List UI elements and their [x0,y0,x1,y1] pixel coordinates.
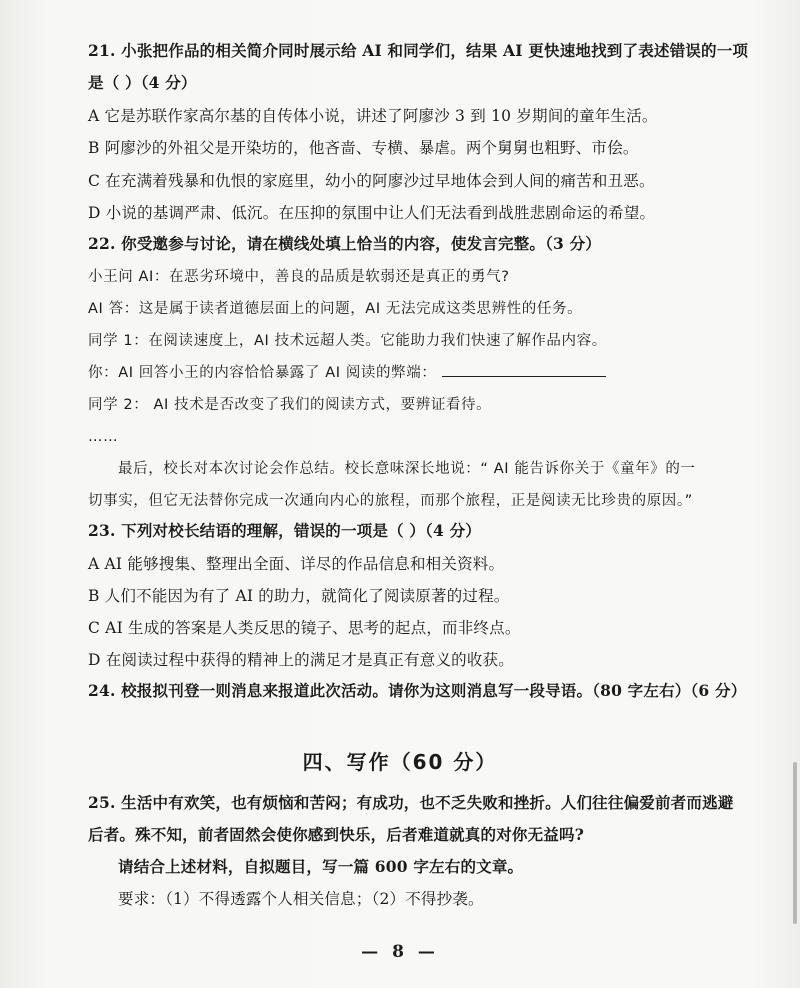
question-23-option-a: A AI 能够搜集、整理出全面、详尽的作品信息和相关资料。 [88,555,505,573]
dialogue-line-2: AI 答：这是属于读者道德层面上的问题，AI 无法完成这类思辨性的任务。 [88,301,583,317]
section-title-writing: 四、写作（60 分） [302,750,498,774]
question-23-option-b: B 人们不能因为有了 AI 的助力，就简化了阅读原著的过程。 [88,587,510,605]
page-number: — 8 — [361,942,439,962]
question-21-option-b: B 阿廖沙的外祖父是开染坊的，他吝啬、专横、暴虐。两个舅舅也粗野、市侩。 [88,139,639,157]
question-25-line-2: 后者。殊不知，前者固然会使你感到快乐，后者难道就真的对你无益吗? [88,825,584,844]
dialogue-line-1: 小王问 AI：在恶劣环境中，善良的品质是软弱还是真正的勇气? [88,269,510,285]
dialogue-line-5: 同学 2： AI 技术是否改变了我们的阅读方式，要辨证看待。 [88,397,492,413]
question-25-instruction: 请结合上述材料，自拟题目，写一篇 600 字左右的文章。 [118,857,524,876]
dialogue-line-4 [88,362,606,384]
principal-summary-line-1: 最后，校长对本次讨论会作总结。校长意味深长地说：“ AI 能告诉你关于《童年》的一 [118,461,696,477]
question-23-prompt: 23. 下列对校长结语的理解，错误的一项是（ ）（4 分） [88,521,481,540]
principal-summary-line-2: 切事实，但它无法替你完成一次通向内心的旅程，而那个旅程，正是阅读无比珍贵的原因。” [88,493,693,509]
ellipsis: …… [88,429,119,445]
question-24-prompt: 24. 校报拟刊登一则消息来报道此次活动。请你为这则消息写一段导语。（80 字左右）（6 分） [88,681,747,700]
dialogue-line-3: 同学 1：在阅读速度上，AI 技术远超人类。它能助力我们快速了解作品内容。 [88,333,607,349]
scrollbar[interactable] [793,762,797,924]
question-21-line-1: 21. 小张把作品的相关简介同时展示给 AI 和同学们，结果 AI 更快速地找到了表述错误的一项 [88,41,749,60]
question-21-line-2: 是（ ）（4 分） [88,73,197,92]
dialogue-line-4-text: 你：AI 回答小王的内容恰恰暴露了 AI 阅读的弊端： [88,365,437,381]
question-21-option-c: C 在充满着残暴和仇恨的家庭里，幼小的阿廖沙过早地体会到人间的痛苦和丑恶。 [88,172,655,190]
question-25-line-1: 25. 生活中有欢笑，也有烦恼和苦闷；有成功，也不乏失败和挫折。人们往往偏爱前者而逃避 [88,793,734,812]
question-21-option-a: A 它是苏联作家高尔基的自传体小说，讲述了阿廖沙 3 到 10 岁期间的童年生活。 [88,107,658,125]
question-23-option-d: D 在阅读过程中获得的精神上的满足才是真正有意义的收获。 [88,651,514,669]
question-22-prompt: 22. 你受邀参与讨论，请在横线处填上恰当的内容，使发言完整。（3 分） [88,234,601,253]
answer-blank[interactable] [442,362,606,377]
question-21-option-d: D 小说的基调严肃、低沉。在压抑的氛围中让人们无法看到战胜悲剧命运的希望。 [88,204,656,222]
question-23-option-c: C AI 生成的答案是人类反思的镜子、思考的起点，而非终点。 [88,619,521,637]
question-25-requirements: 要求：（1）不得透露个人相关信息；（2）不得抄袭。 [118,890,484,908]
